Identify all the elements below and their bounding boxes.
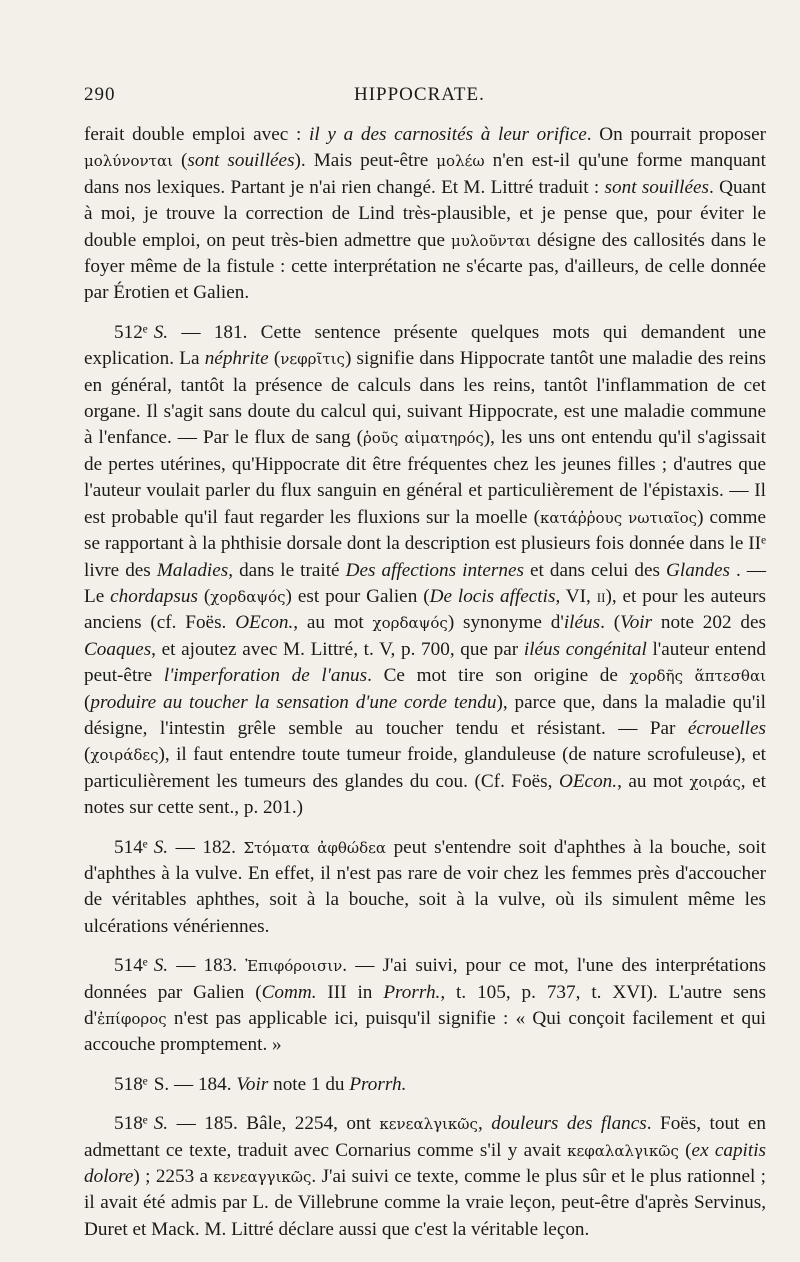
italic-text: S. [153,321,169,343]
italic-text: douleurs des flancs [491,1113,647,1135]
greek-term: κατάῤῥους νωτιαῖος [539,508,698,527]
italic-text: Prorrh. [349,1073,407,1095]
text-run: ) comme se rapportant à la phthisie dorsale dont la description est plusieurs fois donnée dans le IIᵉ livre des [84,506,766,581]
running-title: HIPPOCRATE. [354,84,485,105]
italic-text: produire au toucher la sensation d'une corde tendu [90,691,497,713]
note-number: 512ᵉ [114,321,148,343]
text-run: , au mot [293,612,373,634]
text-run: note 202 des [652,612,766,634]
text-run: ( [172,150,188,172]
italic-text: Des affections internes [345,559,524,581]
paragraph [84,953,766,1059]
paragraph [84,122,766,307]
greek-term: χορδῆς ἅπτεσθαι [629,667,766,686]
italic-text: Voir [620,612,653,634]
text-run: , t. 105, p. 737, t. XVI). L'autre sens d' [84,981,766,1029]
text-run: — 183. [168,955,246,977]
text-run: ( [268,348,281,370]
italic-text: sont souillées [187,150,295,172]
text-run: . J'ai suivi ce texte, comme le plus sûr et le plus rationnel ; il avait été admis par L. de Villebrune comme la vraie leçon, peut-être d'après Servinus, Duret et Mack. M. Littré déclare aussi que c'est la véritable leçon. [84,1166,766,1240]
paragraph [84,1111,766,1243]
text-run: ii [596,585,606,607]
text-run: , et ajoutez avec M. Littré, t. V, p. 700, que par [151,638,524,660]
italic-text: Voir [236,1073,269,1095]
text-run: — 182. [168,836,244,858]
text-run: ). Mais peut-être [294,150,437,172]
text-run: . Quant à moi, je trouve la correction de Lind très-plausible, et je pense que, pour éviter le double emploi, on peut très-bien admettre que [84,176,766,251]
italic-text: Prorrh. [383,981,441,1003]
text-run: ( [678,1139,692,1161]
greek-term: νεφρῖτις [280,350,345,369]
text-run: n'est pas applicable ici, puisqu'il signifie : « Qui conçoit facilement et qui accouche promptement. » [84,1008,766,1056]
greek-term: χοιράς [689,772,741,791]
italic-text: néphrite [204,348,269,370]
text-run: III in [316,981,384,1003]
paragraph [84,1072,766,1098]
greek-term: μολέω [436,152,485,171]
text-run: l'auteur entend peut-être [84,638,767,687]
text-run: ( [84,691,91,713]
greek-term: κεφαλαλγικῶς [567,1141,679,1160]
text-run: , dans le traité [228,559,346,581]
greek-term: μολύνονται [84,152,173,171]
greek-term: χοιράδες [90,746,159,765]
text-run: ), il faut entendre toute tumeur froide, glanduleuse (de nature scrofuleuse), et particulièrement les tumeurs des glandes du cou. (Cf. Foës, [84,744,766,792]
text-run: ) est pour Galien ( [285,585,430,607]
page-number: 290 [84,84,116,105]
greek-term: κενεαλγικῶς [379,1115,478,1134]
text-run: — 181. Cette sentence présente quelques mots qui demandent une explication. La [84,321,766,370]
italic-text: De locis affectis [429,585,556,607]
text-run: — 185. Bâle, 2254, ont [168,1113,380,1135]
text-run: . ( [600,612,621,634]
italic-text: S. [153,836,169,858]
text-run: et dans celui des [523,559,666,581]
text-run: ) signifie dans Hippocrate tantôt une maladie des reins en général, tantôt la présence de calculs dans les reins, tantôt l'inflammation de cet organe. Il s'agit sans doute du calcul qui, suivant Hippocrate, est une maladie commune à l'enfance. — Par le flux de sang ( [84,348,766,449]
greek-term: μυλοῦνται [451,231,531,250]
italic-text: OEcon. [235,612,294,634]
text-run: ), et pour les auteurs anciens (cf. Foës. [84,585,766,634]
text-run: . — Le [84,559,767,607]
text-run: peut s'entendre soit d'aphthes à la bouche, soit d'aphthes à la vulve. En effet, il n'est pas rare de voir chez les femmes près d'accoucher de véritables aphthes, soit à la bouche, soit à la vulve, où ils simulent même les ulcérations vénériennes. [84,836,767,937]
text-run: S. — 184. [153,1073,237,1095]
greek-term: Στόματα ἀφθώδεα [243,838,387,857]
text-run: , au mot [617,770,690,792]
text-run: ), parce que, dans la maladie qu'il désigne, l'intestin grêle semble au toucher tendu et résistant. — Par [84,691,766,739]
italic-text: S. [153,955,169,977]
greek-term: χορδαψός [210,587,286,606]
page-header [84,84,766,106]
italic-text: il y a des carnosités à leur orifice [309,124,587,145]
italic-text: sont souillées [604,176,709,198]
text-run: n'en est-il qu'une forme manquant dans nos lexiques. Partant je n'ai rien changé. Et M. Littré traduit : [84,150,766,198]
italic-text: chordapsus [110,585,198,607]
note-number: 514ᵉ [114,955,148,977]
note-number: 518ᵉ [114,1113,148,1135]
paragraph [84,320,766,822]
text-run: ( [197,585,211,607]
text-run: , et notes sur cette sent., p. 201.) [84,770,766,819]
italic-text: iléus [563,612,601,634]
italic-text: Maladies [156,559,229,581]
italic-text: Coaques [84,638,152,660]
text-run: ferait double emploi avec : [84,124,309,145]
italic-text: écrouelles [687,717,766,739]
text-run: . On pourrait proposer [586,124,766,145]
text-run: ( [84,744,91,766]
text-run: ), les uns ont entendu qu'il s'agissait de pertes utérines, qu'Hippocrate dit être fréquentes chez les jeunes filles ; d'autres que l'auteur voulait parler du flux sanguin en général et particulièrement de l'épistaxis. — Il est probable qu'il faut regarder les fluxions sur la moelle ( [84,427,766,528]
note-number: 514ᵉ [114,836,148,858]
text-run: ) synonyme d' [447,612,564,634]
italic-text: Comm. [261,981,317,1003]
paragraph [84,835,766,941]
text-run: . Ce mot tire son origine de [367,665,630,687]
note-number: 518ᵉ [114,1073,148,1095]
text-run: . — J'ai suivi, pour ce mot, l'une des interprétations données par Galien ( [84,955,766,1003]
italic-text: l'imperforation de l'anus [163,665,368,687]
text-run: désigne des callosités dans le foyer même de la fistule : cette interprétation ne s'écarte pas, d'ailleurs, de celle donnée par Érotien et Galien. [84,229,767,304]
text-run: ) ; 2253 a [133,1166,214,1188]
italic-text: S. [153,1113,169,1135]
italic-text: Glandes [666,559,730,581]
greek-term: κενεαγγικῶς [213,1168,312,1187]
greek-term: ῥοῦς αἱματηρός [362,429,484,448]
italic-text: OEcon. [558,770,618,792]
text-run: note 1 du [268,1073,350,1095]
text-run: , [477,1113,492,1135]
text-run: , VI, [555,585,597,607]
greek-term: ἐπίφορος [97,1010,167,1028]
greek-term: Ἐπιφόροισιν [245,957,343,976]
italic-text: iléus congénital [523,638,647,660]
italic-text: ex capitis dolore [84,1139,766,1188]
text-run: . Foës, tout en admettant ce texte, traduit avec Cornarius comme s'il y avait [84,1113,766,1161]
greek-term: χορδαψός [372,614,448,633]
